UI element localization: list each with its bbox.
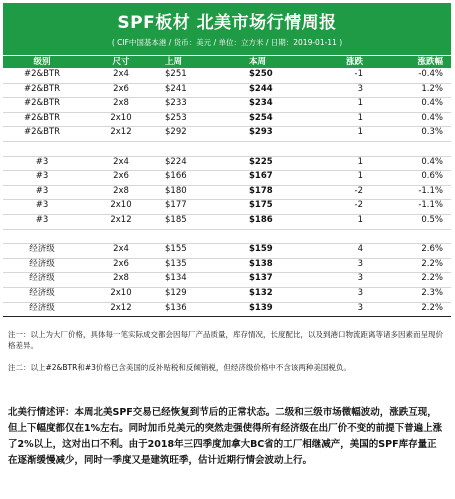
cell-grade: 经济级 (29, 273, 55, 284)
cell-last-week: $129 (165, 288, 187, 298)
cell-this-week: $167 (249, 171, 273, 182)
cell-change: 1 (357, 215, 363, 225)
cell-grade: #3 (35, 156, 49, 167)
cell-last-week: $185 (165, 215, 187, 225)
cell-this-week: $293 (249, 127, 273, 138)
cell-change-pct: 1.2% (421, 83, 443, 94)
cell-last-week: $166 (165, 171, 187, 182)
table-row (3, 97, 451, 113)
table-row (3, 214, 451, 230)
cell-grade: #2&BTR (23, 83, 61, 94)
cell-change: 1 (357, 112, 363, 123)
cell-change: 1 (357, 156, 363, 167)
cell-change: 3 (357, 258, 363, 269)
footnote-2: 注二：以上#2&BTR和#3价格已含美国的反补贴税和反倾销税，但经济级价格中不含该两种美国税负。 (8, 363, 351, 372)
cell-this-week: $254 (249, 112, 273, 123)
cell-grade: #2&BTR (23, 69, 61, 79)
cell-last-week: $233 (165, 98, 187, 109)
cell-change-pct: -0.4% (418, 69, 443, 79)
cell-change: 3 (357, 273, 363, 284)
table-header-row (3, 55, 451, 68)
cell-change-pct: 2.6% (421, 244, 443, 255)
cell-this-week: $138 (249, 258, 273, 269)
cell-last-week: $177 (165, 200, 187, 211)
cell-size: 2x8 (113, 273, 129, 284)
cell-size: 2x4 (113, 156, 129, 167)
table-row (3, 156, 451, 172)
cell-size: 2x8 (113, 185, 129, 196)
cell-change: 3 (357, 302, 363, 313)
cell-last-week: $180 (165, 185, 187, 196)
cell-last-week: $251 (165, 69, 187, 79)
table-row (3, 185, 451, 201)
cell-size: 2x10 (110, 288, 132, 298)
table-row (3, 199, 451, 215)
cell-change: -1 (354, 69, 363, 79)
footnote-1: 注一：以上为大厂价格，具体每一笔实际成交都会因每厂产品质量，库存情况，长度配比，以及到港口物流距离等诸多因素而呈现价格差异。 (8, 330, 443, 350)
cell-this-week: $178 (249, 185, 273, 196)
column-header-last-week: 上周 (165, 57, 183, 67)
cell-change-pct: 2.2% (421, 273, 443, 284)
cell-change-pct: -1.1% (418, 200, 443, 211)
cell-change: -2 (354, 185, 363, 196)
table-row (3, 258, 451, 274)
cell-last-week: $292 (165, 127, 187, 138)
table-row (3, 126, 451, 142)
cell-grade: #3 (35, 215, 49, 225)
cell-last-week: $135 (165, 258, 187, 269)
cell-grade: 经济级 (29, 302, 55, 313)
table-row (3, 141, 451, 157)
cell-this-week: $137 (249, 273, 273, 284)
cell-change-pct: 2.3% (421, 288, 443, 298)
cell-this-week: $250 (249, 69, 273, 79)
cell-size: 2x4 (113, 244, 129, 255)
cell-size: 2x4 (113, 69, 129, 79)
table-row (3, 112, 451, 128)
cell-this-week: $225 (249, 156, 273, 167)
cell-this-week: $159 (249, 244, 273, 255)
column-header-change-pct: 涨跌幅 (417, 57, 443, 67)
report-title: SPF板材 北美市场行情周报 (117, 13, 337, 33)
cell-last-week: $241 (165, 83, 187, 94)
cell-change-pct: 0.4% (421, 98, 443, 109)
cell-this-week: $175 (249, 200, 273, 211)
cell-last-week: $134 (165, 273, 187, 284)
cell-grade: #3 (35, 185, 49, 196)
cell-this-week: $234 (249, 98, 273, 109)
cell-size: 2x10 (110, 200, 132, 211)
table-row (3, 68, 451, 84)
cell-change-pct: -1.1% (418, 185, 443, 196)
cell-change-pct: 0.4% (421, 156, 443, 167)
cell-grade: 经济级 (29, 258, 55, 269)
cell-change: 1 (357, 171, 363, 182)
cell-this-week: $244 (249, 83, 273, 94)
cell-last-week: $155 (165, 244, 187, 255)
cell-size: 2x12 (110, 127, 132, 138)
cell-grade: #3 (35, 171, 49, 182)
cell-grade: #3 (35, 200, 49, 211)
cell-change: -2 (354, 200, 363, 211)
cell-change: 4 (357, 244, 363, 255)
market-commentary: 北美行情述评：本周北美SPF交易已经恢复到节后的正常状态。二级和三级市场微幅波动，涨跌互现，但上下幅度都仅在1%左右。同时加币兑美元的突然走强使得所有经济级在出厂价不变的前提下普遍上涨了2%以上，这对出口不利。由于2018年三四季度加拿大BC省的工厂相继减产，美国的SPF库存量正在逐渐缓慢减少，同时一季度又是建筑旺季，估计近期行情会波动上行。 (8, 407, 443, 466)
cell-change-pct: 2.2% (421, 302, 443, 313)
table-row (3, 272, 451, 288)
report-subtitle: ( CIF中国基本港 / 货币：美元 / 单位：立方米 / 日期：2019-01-11 ) (111, 38, 343, 47)
column-header-grade: 级别 (33, 57, 51, 67)
cell-size: 2x8 (113, 98, 129, 109)
cell-size: 2x10 (110, 112, 132, 123)
cell-change: 1 (357, 127, 363, 138)
price-table (3, 68, 451, 316)
table-row (3, 302, 451, 318)
cell-size: 2x12 (110, 302, 132, 313)
cell-grade: 经济级 (29, 244, 55, 255)
table-row (3, 83, 451, 99)
column-header-change: 涨跌 (345, 57, 363, 67)
cell-this-week: $139 (249, 302, 273, 313)
cell-last-week: $224 (165, 156, 187, 167)
cell-change-pct: 0.4% (421, 112, 443, 123)
cell-last-week: $136 (165, 302, 187, 313)
cell-this-week: $132 (249, 288, 273, 298)
report-header (3, 3, 451, 55)
cell-size: 2x12 (110, 215, 132, 225)
table-row (3, 243, 451, 259)
cell-size: 2x6 (113, 171, 129, 182)
table-row (3, 287, 451, 303)
cell-size: 2x6 (113, 258, 129, 269)
cell-change-pct: 2.2% (421, 258, 443, 269)
cell-last-week: $253 (165, 112, 187, 123)
cell-change: 1 (357, 98, 363, 109)
cell-grade: 经济级 (29, 288, 55, 298)
cell-change: 3 (357, 288, 363, 298)
cell-grade: #2&BTR (23, 127, 61, 138)
cell-change-pct: 0.3% (421, 127, 443, 138)
cell-size: 2x6 (113, 83, 129, 94)
cell-this-week: $186 (249, 215, 273, 225)
cell-change: 3 (357, 83, 363, 94)
cell-change-pct: 0.6% (421, 171, 443, 182)
table-bottom-rule (3, 316, 451, 317)
cell-change-pct: 0.5% (421, 215, 443, 225)
table-row (3, 229, 451, 245)
cell-grade: #2&BTR (23, 98, 61, 109)
table-row (3, 170, 451, 186)
column-header-this-week: 本周 (249, 57, 267, 67)
column-header-size: 尺寸 (112, 57, 130, 67)
cell-grade: #2&BTR (23, 112, 61, 123)
